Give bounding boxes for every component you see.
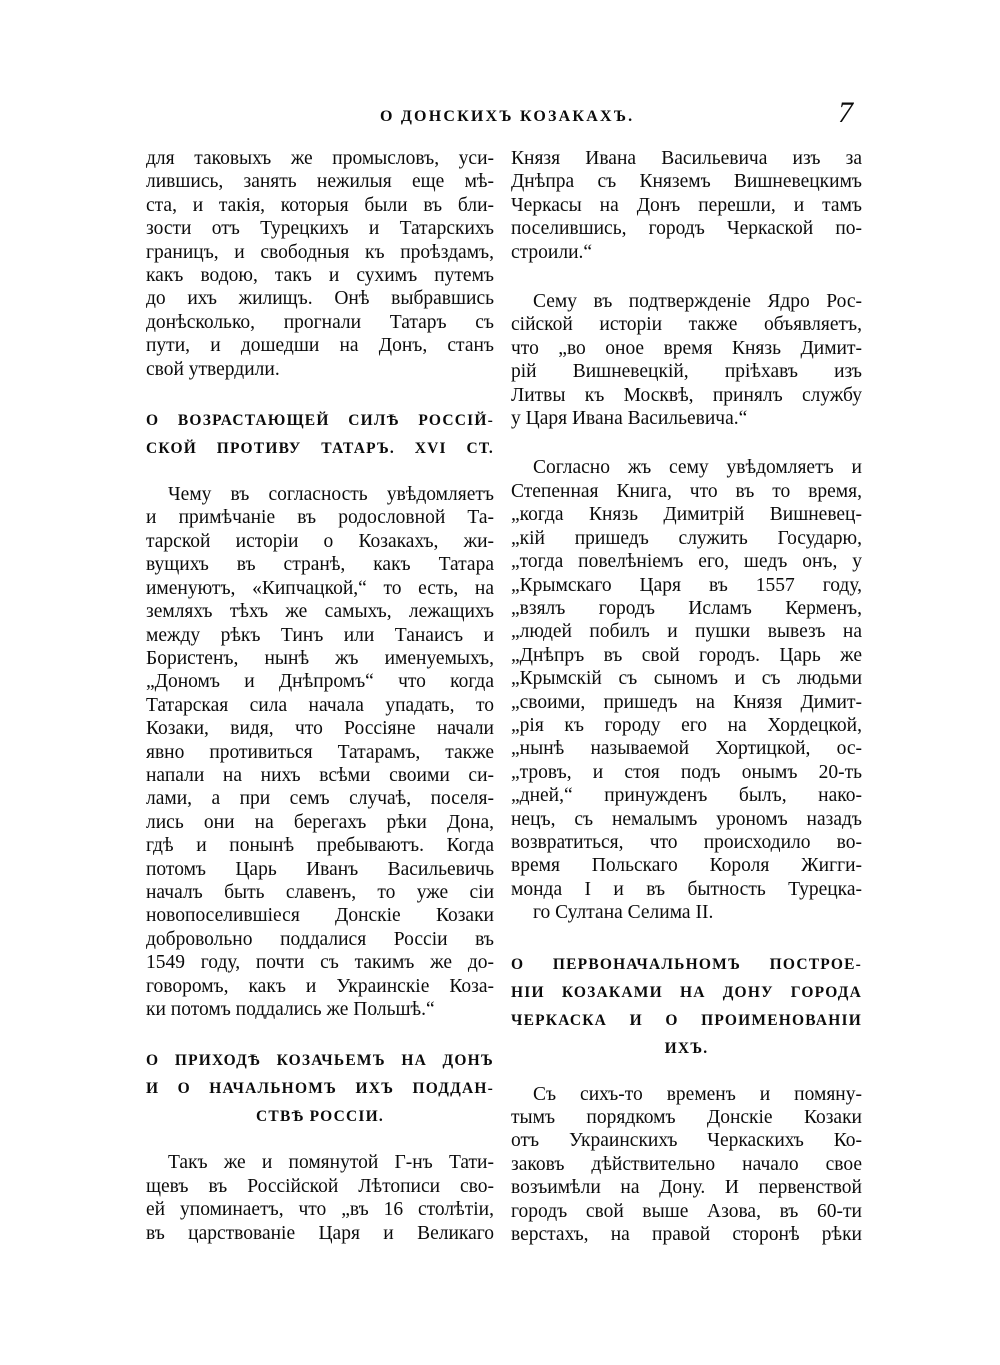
left-column [146,147,494,1245]
text-line: явно противиться Татарамъ, также [146,741,494,763]
text-line: щевъ въ Россійской Лѣтописи сво- [146,1175,494,1197]
text-line: „нынѣ называемой Хортицкой, ос- [511,738,862,760]
right-paragraph-2 [511,290,862,430]
text-line: гдѣ и понынѣ пребываютъ. Когда [146,835,494,857]
text-line: „людей побилъ и пушки вывезъ на [511,621,862,643]
text-line: лившись, занять нежилыя еще мѣ- [146,171,494,193]
text-line: Черкасы на Донъ перешли, и тамъ [511,194,862,216]
text-line: Сему въ подтвержденіе Ядро Рос- [533,291,862,313]
text-line: именуютъ, «Кипчацкой,“ то есть, на [146,577,494,599]
text-line: добровольно поддалися Россіи въ [146,928,494,950]
text-line: сійской исторіи также объявляетъ, [511,314,862,336]
text-line: „Крымскій съ сыномъ и съ людьми [511,668,862,690]
text-line: Днѣпра съ Княземъ Вишневецкимъ [511,171,862,193]
text-line: ста, и такія, которыя были въ бли- [146,194,494,216]
text-line: городъ свой выше Азова, въ 60-ти [511,1200,862,1222]
heading-line: СКОЙ ПРОТИВУ ТАТАРЪ. XVI СТ. [146,440,494,458]
page-number: 7 [838,96,853,129]
text-line: ей упоминаетъ, что „въ 16 столѣтіи, [146,1199,494,1221]
text-line: вущихъ въ странѣ, какъ Татара [146,554,494,576]
text-line: Съ сихъ-то временъ и помяну- [533,1083,862,1105]
text-line: зости отъ Турецкихъ и Татарскихъ [146,218,494,240]
right-paragraph-3 [511,456,862,924]
text-line: „Днѣпръ въ свой городъ. Царь же [511,644,862,666]
heading-line: О ВОЗРАСТАЮЩЕЙ СИЛѢ РОССІЙ- [146,412,494,430]
text-line: напали на нихъ всѣми своими си- [146,764,494,786]
text-line: время Польскаго Короля Жигги- [511,855,862,877]
text-line: 1549 году, почти съ такимъ же до- [146,952,494,974]
right-paragraph-4 [511,1083,862,1247]
text-line: тымъ порядкомъ Донскіе Козаки [511,1107,862,1128]
heading-line: ИХЪ. [664,1039,709,1057]
text-line: Козаки, видя, что Россіяне начали [146,718,494,740]
text-line: Степенная Книга, что въ то время, [511,480,862,502]
text-line: въ царствованіе Царя и Великаго [146,1222,494,1244]
text-line: отъ Украинскихъ Черкаскихъ Ко- [511,1130,862,1152]
text-line: поселившись, городъ Черкаской по- [511,218,862,240]
text-line: Такъ же и помянутой Г-нъ Тати- [168,1152,494,1174]
text-line: земляхъ тѣхъ же самыхъ, лежащихъ [146,601,494,623]
text-line: ки потомъ поддались же Польшѣ.“ [146,999,435,1020]
text-line: возъимѣли на Дону. И первенствой [511,1177,862,1199]
heading-line: ЧЕРКАСКА И О ПРОИМЕНОВАНІИ [511,1011,862,1029]
text-line: „тровъ, и стоя подъ онымъ 20-ть [511,761,862,783]
text-line: потомъ Царь Иванъ Васильевичь [146,858,494,880]
heading-line: О ПЕРВОНАЧАЛЬНОМЪ ПОСТРОЕ- [511,955,862,973]
text-line: какъ водою, такъ и сухимъ путемъ [146,265,494,287]
text-line: донѣсколько, прогнали Татаръ съ [146,311,494,333]
text-line: „Крымскаго Царя въ 1557 году, [511,574,862,596]
text-line: Бористенъ, нынѣ жъ именуемыхъ, [146,647,494,669]
text-line: возвратиться, что происходило во- [511,831,862,853]
text-line: „когда Князь Димитрій Вишневец- [511,504,862,526]
text-line: строили.“ [511,241,593,263]
left-paragraph-3 [146,1151,494,1245]
text-line: верстахъ, на правой сторонѣ рѣки [511,1224,862,1246]
text-line: заковъ дѣйствительно начало свое [511,1153,862,1175]
text-line: нецъ, съ немалымъ урономъ назадъ [511,808,862,830]
left-paragraph-1 [146,147,494,381]
text-line: „Дономъ и Днѣпромъ“ что когда [146,671,494,693]
text-line: „своими, пришедъ на Князя Димит- [511,691,862,713]
text-line: „кій пришедъ служить Государю, [511,527,862,549]
right-column [511,147,862,1246]
text-line: рій Вишневецкій, пріѣхавъ изъ [511,361,862,383]
text-line: Татарская сила начала упадать, то [146,694,494,716]
text-line: „рія къ городу его на Хордецкой, [511,714,862,736]
text-line: между рѣкъ Тинъ или Танаисъ и [146,624,494,646]
heading-line: НІИ КОЗАКАМИ НА ДОНУ ГОРОДА [511,983,862,1001]
text-line: пути, и дошедши на Донъ, станъ [146,335,494,357]
text-line: монда I и въ бытность Турецка- [511,878,862,900]
text-line: у Царя Ивана Васильевича.“ [511,408,748,430]
text-line: началъ быть славенъ, то уже сіи [146,881,494,903]
text-line: говоромъ, какъ и Украинскіе Коза- [146,975,494,997]
heading-line: СТВѢ РОССІИ. [256,1108,384,1126]
text-line: новопоселившіеся Донскіе Козаки [146,905,494,927]
left-section-heading-2 [146,1047,494,1131]
text-line: свой утвердили. [146,358,280,380]
running-title: О ДОНСКИХЪ КОЗАКАХЪ. [380,108,635,125]
text-line: лись они на берегахъ рѣки Дона, [146,811,494,833]
text-line: до ихъ жилищъ. Онѣ выбравшись [146,288,494,310]
text-line: лами, а при семъ случаѣ, поселя- [146,788,494,810]
right-paragraph-1 [511,147,862,264]
running-head [0,96,1000,132]
text-line: „дней,“ принужденъ былъ, нако- [511,785,862,807]
text-line: границъ, и свободныя къ проѣздамъ, [146,241,494,263]
text-line: для таковыхъ же промысловъ, уси- [146,148,494,169]
text-line: тарской исторіи о Козакахъ, жи- [146,530,494,552]
left-paragraph-2 [146,483,494,1021]
text-line: что „во оное время Князь Димит- [511,337,862,359]
text-line: Литвы къ Москвѣ, принялъ службу [511,384,862,406]
text-line: го Султана Селима II. [533,902,714,924]
heading-line: И О НАЧАЛЬНОМЪ ИХЪ ПОДДАН- [146,1080,494,1098]
text-line: Согласно жъ сему увѣдомляетъ и [533,457,862,479]
right-section-heading-1 [511,951,862,1063]
text-line: Чему въ согласность увѣдомляетъ [168,484,494,506]
heading-line: О ПРИХОДѢ КОЗАЧЬЕМЪ НА ДОНЪ [146,1052,494,1070]
text-line: Князя Ивана Васильевича изъ за [511,148,862,169]
left-section-heading-1 [146,407,494,463]
text-line: „тогда повелѣніемъ его, шедъ онъ, у [511,551,862,573]
text-line: и примѣчаніе въ родословной Та- [146,507,494,529]
text-line: „взялъ городъ Исламъ Керменъ, [511,597,862,619]
